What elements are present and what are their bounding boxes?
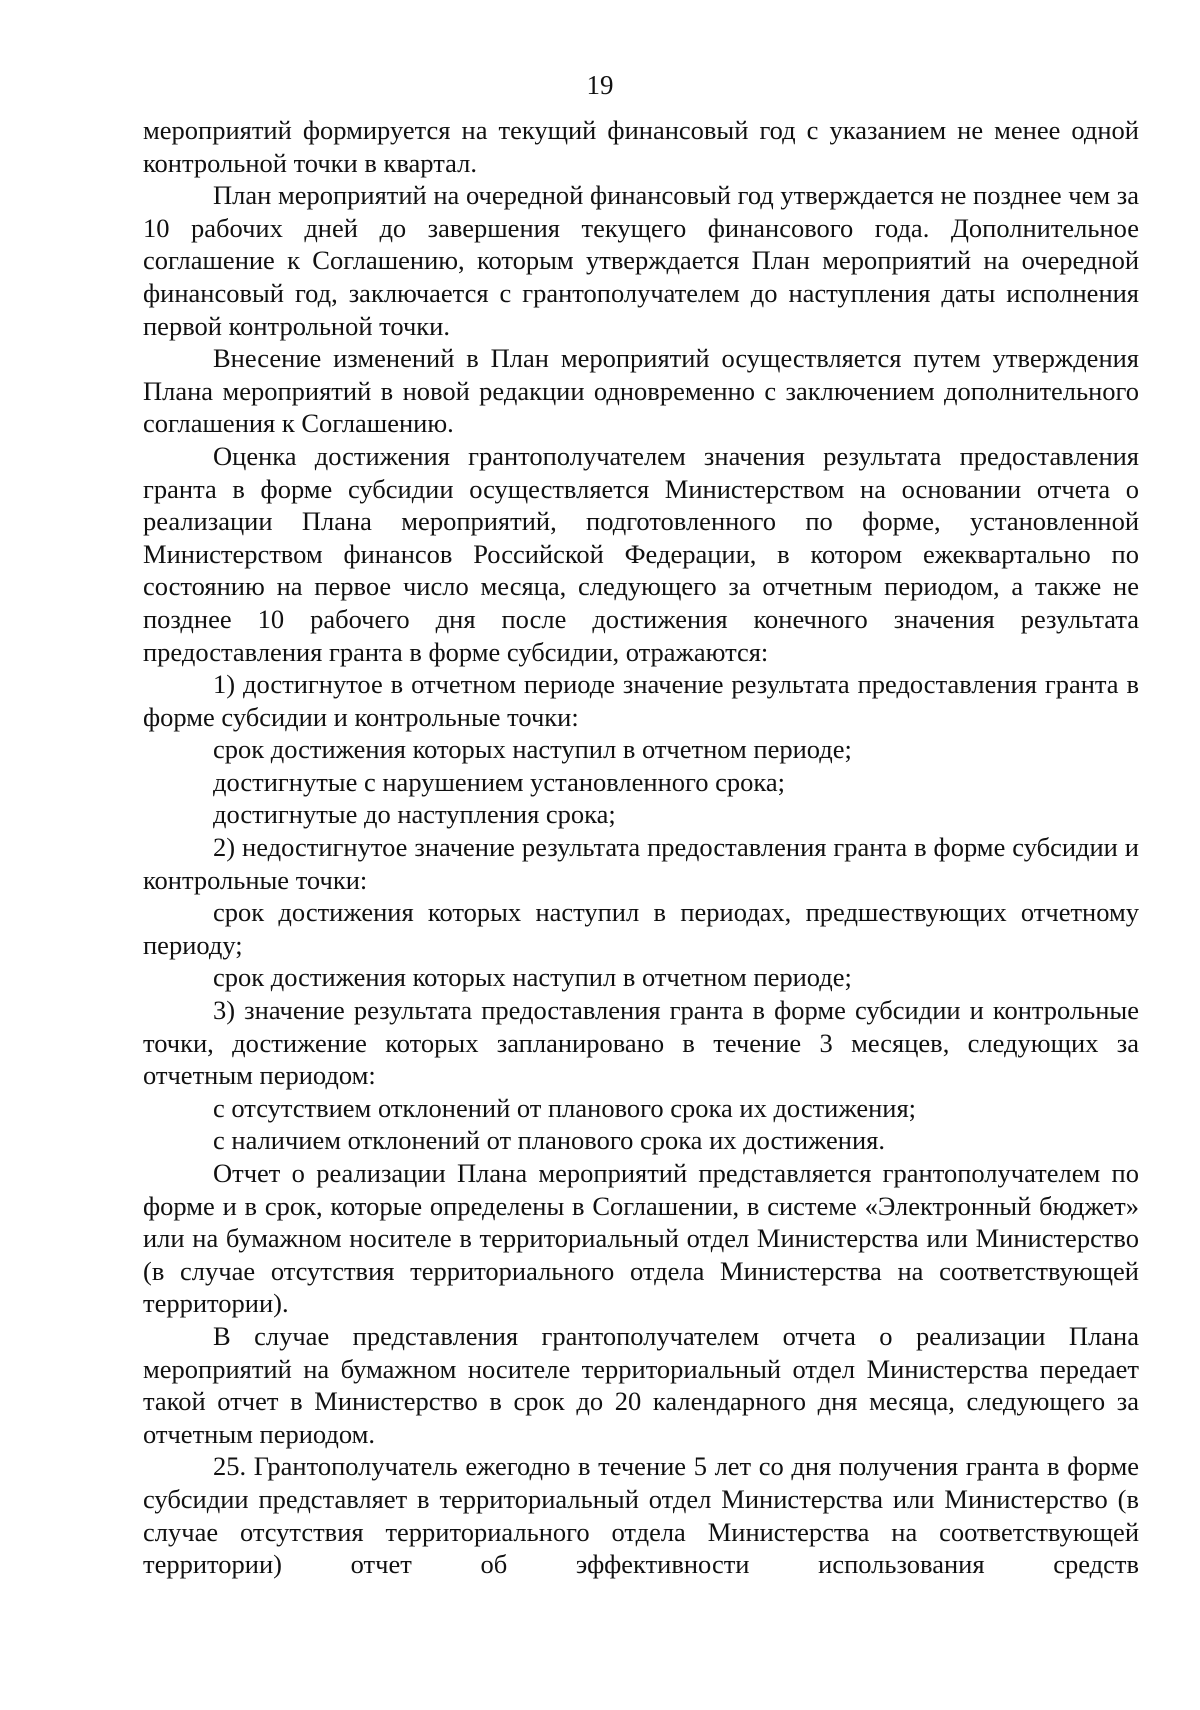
list-item: 2) недостигнутое значение результата предоставления гранта в форме субсидии и контрольные точки: — [143, 832, 1139, 895]
paragraph: План мероприятий на очередной финансовый год утверждается не позднее чем за 10 рабочих дней до завершения текущего финансового года. Дополнительное соглашение к Соглашению, которым утверждается План мероприятий на очередной финансовый год, заключается с грантополучателем до наступления даты исполнения первой контрольной точки. — [143, 180, 1139, 341]
list-subitem: с наличием отклонений от планового срока их достижения. — [213, 1125, 885, 1156]
paragraph-continued: 25. Грантополучатель ежегодно в течение 5 лет со дня получения гранта в форме субсидии представляет в территориальный отдел Министерства или Министерство (в случае отсутствия территориального отдела Министерства на соответствующей территории) отчет об эффективности использования средств — [143, 1451, 1139, 1580]
paragraph: мероприятий формируется на текущий финансовый год с указанием не менее одной контрольной точки в квартал. — [143, 115, 1139, 178]
list-subitem: срок достижения которых наступил в периодах, предшествующих отчетному периоду; — [143, 897, 1139, 960]
list-subitem: срок достижения которых наступил в отчетном периоде; — [213, 734, 852, 765]
paragraph: Оценка достижения грантополучателем значения результата предоставления гранта в форме субсидии осуществляется Министерством на основании отчета о реализации Плана мероприятий, подготовленного по форме, установленной Министерством финансов Российской Федерации, в котором ежеквартально по состоянию на первое число месяца, следующего за отчетным периодом, а также не позднее 10 рабочего дня после достижения конечного значения результата предоставления гранта в форме субсидии, отражаются: — [143, 440, 1139, 667]
paragraph: В случае представления грантополучателем отчета о реализации Плана мероприятий на бумажном носителе территориальный отдел Министерства передает такой отчет в Министерство в срок до 20 календарного дня месяца, следующего за отчетным периодом. — [143, 1320, 1139, 1449]
document-body — [143, 114, 1139, 1581]
paragraph: Отчет о реализации Плана мероприятий представляется грантополучателем по форме и в срок, которые определены в Соглашении, в системе «Электронный бюджет» или на бумажном носителе в территориальный отдел Министерства или Министерство (в случае отсутствия территориального отдела Министерства на соответствующей территории). — [143, 1158, 1139, 1319]
list-subitem: достигнутые с нарушением установленного срока; — [213, 766, 785, 797]
page-number: 19 — [586, 70, 614, 100]
list-subitem: с отсутствием отклонений от планового срока их достижения; — [213, 1092, 917, 1123]
list-item: 3) значение результата предоставления гранта в форме субсидии и контрольные точки, достижение которых запланировано в течение 3 месяцев, следующих за отчетным периодом: — [143, 995, 1139, 1091]
list-subitem: достигнутые до наступления срока; — [213, 799, 616, 830]
paragraph: Внесение изменений в План мероприятий осуществляется путем утверждения Плана мероприятий в новой редакции одновременно с заключением дополнительного соглашения к Соглашению. — [143, 343, 1139, 439]
list-subitem: срок достижения которых наступил в отчетном периоде; — [213, 962, 852, 993]
list-item: 1) достигнутое в отчетном периоде значение результата предоставления гранта в форме субсидии и контрольные точки: — [143, 669, 1139, 732]
